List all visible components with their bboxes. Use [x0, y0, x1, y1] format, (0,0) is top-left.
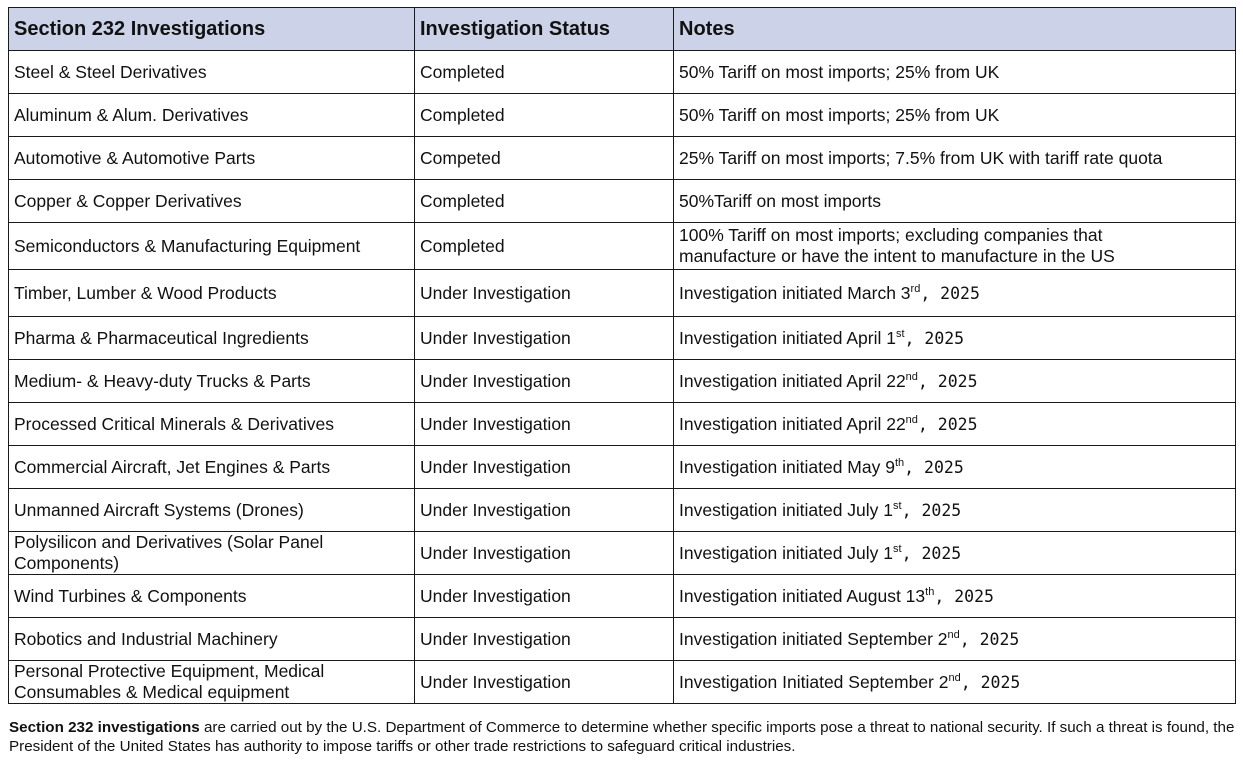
notes-line-2: manufacture or have the intent to manufacture in the US [679, 246, 1115, 266]
investigation-notes [674, 51, 1236, 94]
notes-text: 50% Tariff on most imports; 25% from UK [679, 61, 1000, 82]
notes-year: , 2025 [920, 283, 980, 303]
notes-text: Investigation initiated March 3 [679, 282, 911, 303]
investigation-notes [674, 270, 1236, 317]
header-notes: Notes [674, 8, 1236, 51]
notes-year: , 2025 [904, 328, 965, 348]
table-row [9, 270, 1236, 317]
date-suffix: th [894, 456, 905, 469]
investigation-notes [674, 137, 1236, 180]
notes-text: Investigation initiated September 2 [679, 628, 948, 649]
date-suffix: nd [905, 413, 918, 426]
investigation-notes [674, 360, 1236, 403]
table-row [9, 532, 1236, 575]
investigation-status: Completed [415, 180, 674, 223]
date-suffix: st [895, 327, 905, 340]
investigation-status: Under Investigation [415, 661, 674, 704]
notes-year: , 2025 [934, 586, 994, 606]
investigation-name: Semiconductors & Manufacturing Equipment [9, 223, 415, 270]
date-suffix: rd [910, 282, 921, 295]
investigation-notes [674, 489, 1236, 532]
table-row [9, 94, 1236, 137]
investigation-status: Completed [415, 223, 674, 270]
investigation-name: Pharma & Pharmaceutical Ingredients [9, 317, 415, 360]
notes-text: Investigation initiated April 22 [679, 413, 906, 434]
investigation-notes [674, 223, 1236, 270]
investigation-notes [674, 446, 1236, 489]
date-suffix: st [893, 499, 902, 512]
notes-text: Investigation Initiated September 2 [679, 671, 949, 692]
investigation-name: Steel & Steel Derivatives [9, 51, 415, 94]
investigation-notes [674, 575, 1236, 618]
investigation-name: Timber, Lumber & Wood Products [9, 270, 415, 317]
investigation-name: Wind Turbines & Components [9, 575, 415, 618]
notes-text: Investigation initiated August 13 [679, 585, 926, 606]
notes-year: , 2025 [960, 672, 1021, 692]
investigation-name: Robotics and Industrial Machinery [9, 618, 415, 661]
investigation-notes [674, 403, 1236, 446]
investigation-status: Competed [415, 137, 674, 180]
notes-text: 25% Tariff on most imports; 7.5% from UK with tariff rate quota [679, 147, 1163, 168]
notes-year: , 2025 [917, 414, 978, 434]
investigation-notes [674, 532, 1236, 575]
header-investigations: Section 232 Investigations [9, 8, 415, 51]
investigation-status: Under Investigation [415, 403, 674, 446]
footnote-text: are carried out by the U.S. Department of Commerce to determine whether specific imports pose a threat to national security. If such a threat is found, the President of the United States has authority to impose tariffs or other trade restrictions to safeguard critical industries. [9, 719, 1235, 755]
notes-text: Investigation initiated July 1 [679, 542, 894, 563]
table-row [9, 489, 1236, 532]
investigation-status: Under Investigation [415, 618, 674, 661]
investigation-status: Under Investigation [415, 532, 674, 575]
notes-text: Investigation initiated May 9 [679, 456, 895, 477]
investigation-status: Under Investigation [415, 270, 674, 317]
table-row [9, 180, 1236, 223]
investigation-status: Under Investigation [415, 489, 674, 532]
notes-text: 50% Tariff on most imports; 25% from UK [679, 104, 1000, 125]
table-row [9, 223, 1236, 270]
date-suffix: nd [947, 628, 960, 641]
investigation-notes [674, 180, 1236, 223]
notes-text: Investigation initiated July 1 [679, 499, 894, 520]
table-row [9, 403, 1236, 446]
header-row [9, 8, 1236, 51]
table-row [9, 317, 1236, 360]
date-suffix: nd [948, 671, 961, 684]
investigation-name: Automotive & Automotive Parts [9, 137, 415, 180]
date-suffix: st [893, 542, 902, 555]
notes-text: 50%Tariff on most imports [679, 190, 881, 211]
investigation-name: Medium- & Heavy-duty Trucks & Parts [9, 360, 415, 403]
investigation-name: Commercial Aircraft, Jet Engines & Parts [9, 446, 415, 489]
notes-year: , 2025 [959, 629, 1020, 649]
investigation-name: Processed Critical Minerals & Derivatives [9, 403, 415, 446]
date-suffix: th [925, 585, 935, 598]
investigation-status: Under Investigation [415, 317, 674, 360]
investigation-notes [674, 317, 1236, 360]
table-row [9, 137, 1236, 180]
notes-text: Investigation initiated April 22 [679, 370, 906, 391]
investigation-name: Copper & Copper Derivatives [9, 180, 415, 223]
notes-year: , 2025 [901, 500, 962, 520]
investigation-name: Aluminum & Alum. Derivatives [9, 94, 415, 137]
investigation-status: Completed [415, 51, 674, 94]
investigation-status: Completed [415, 94, 674, 137]
table-row [9, 446, 1236, 489]
notes-year: , 2025 [917, 371, 978, 391]
notes-text: Investigation initiated April 1 [679, 327, 896, 348]
table-row [9, 661, 1236, 704]
section-232-table [8, 7, 1236, 704]
table-row [9, 618, 1236, 661]
investigation-notes [674, 618, 1236, 661]
investigation-name: Unmanned Aircraft Systems (Drones) [9, 489, 415, 532]
table-row [9, 51, 1236, 94]
investigation-name: Personal Protective Equipment, Medical Consumables & Medical equipment [9, 661, 415, 704]
footnote [9, 718, 1235, 756]
notes-year: , 2025 [904, 457, 964, 477]
investigation-status: Under Investigation [415, 575, 674, 618]
table-row [9, 360, 1236, 403]
notes-year: , 2025 [901, 543, 962, 563]
date-suffix: nd [905, 370, 918, 383]
investigation-notes [674, 94, 1236, 137]
investigation-notes [674, 661, 1236, 704]
investigation-status: Under Investigation [415, 446, 674, 489]
investigation-status: Under Investigation [415, 360, 674, 403]
footnote-bold-lead: Section 232 investigations [9, 719, 200, 736]
table-row [9, 575, 1236, 618]
header-status: Investigation Status [415, 8, 674, 51]
notes-line-1: 100% Tariff on most imports; excluding companies that [679, 225, 1103, 245]
investigation-name: Polysilicon and Derivatives (Solar Panel Components) [9, 532, 415, 575]
